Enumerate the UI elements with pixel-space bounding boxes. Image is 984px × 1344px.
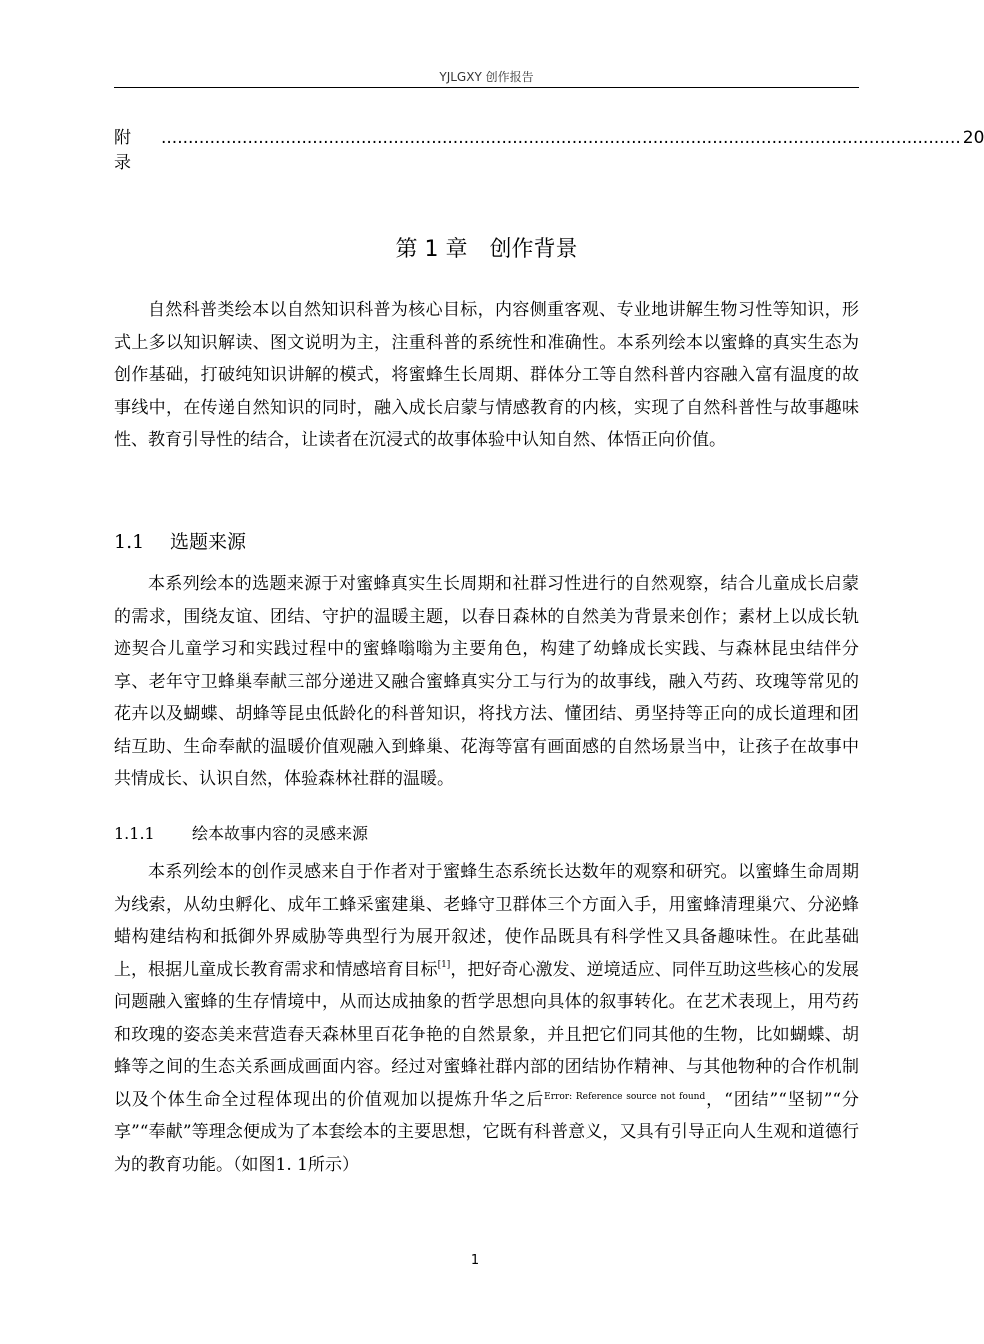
chapter-number: 第 1 章 (395, 237, 468, 262)
chapter-title: 创作背景 (489, 237, 578, 262)
body-text-part1: 本系列绘本的创作灵感来自于作者对于蜜蜂生态系统长达数年的观察和研究。以蜜蜂生命周期为线索，从幼虫孵化、成年工蜂采蜜建巢、老蜂守卫群体三个方面入手，用蜜蜂清理巢穴、分泌蜂蜡构建结构和抵御外界威胁等典型行为展开叙述，使作品既具有科学性又具备趣味性。在此基础上，根据儿童成长教育需求和情感培育目标 (114, 862, 859, 980)
header-rule (114, 87, 859, 88)
subsection-title: 绘本故事内容的灵感来源 (192, 824, 369, 843)
citation-ref-1[interactable]: [1] (437, 959, 451, 970)
toc-label-char1: 附 (114, 128, 131, 148)
section-title: 选题来源 (170, 531, 247, 553)
section-heading-1-1 (114, 527, 246, 554)
chapter-heading (114, 232, 859, 263)
section-1-1-paragraph: 本系列绘本的选题来源于对蜜蜂真实生长周期和社群习性进行的自然观察，结合儿童成长启蒙的需求，围绕友谊、团结、守护的温暖主题，以春日森林的自然美为背景来创作；素材上以成长轨迹契合儿童学习和实践过程中的蜜蜂嗡嗡为主要角色，构建了幼蜂成长实践、与森林昆虫结伴分享、老年守卫蜂巢奉献三部分递进又融合蜜蜂真实分工与行为的故事线，融入芍药、玫瑰等常见的花卉以及蝴蝶、胡蜂等昆虫低龄化的科普知识，将找方法、懂团结、勇坚持等正向的成长道理和团结互助、生命奉献的温暖价值观融入到蜂巢、花海等富有画面感的自然场景当中，让孩子在故事中共情成长、认识自然，体验森林社群的温暖。 (114, 574, 859, 789)
section-number: 1.1 (114, 531, 145, 553)
reference-error-field: Error: Reference source not found (544, 1091, 706, 1102)
toc-entry-appendix[interactable] (114, 123, 984, 173)
toc-leader-dots: .................................................................................................................................................... (161, 128, 961, 148)
subsection-heading-1-1-1 (114, 821, 368, 844)
running-header: YJLGXY 创作报告 (439, 70, 534, 84)
toc-page-number: 20 (962, 128, 984, 148)
page-number: 1 (470, 1253, 480, 1268)
intro-paragraph: 自然科普类绘本以自然知识科普为核心目标，内容侧重客观、专业地讲解生物习性等知识，形式上多以知识解读、图文说明为主，注重科普的系统性和准确性。本系列绘本以蜜蜂的真实生态为创作基础，打破纯知识讲解的模式，将蜜蜂生长周期、群体分工等自然科普内容融入富有温度的故事线中，在传递自然知识的同时，融入成长启蒙与情感教育的内核，实现了自然科普性与故事趣味性、教育引导性的结合，让读者在沉浸式的故事体验中认知自然、体悟正向价值。 (114, 300, 859, 450)
section-1-1-1-paragraph (114, 856, 859, 1181)
subsection-number: 1.1.1 (114, 824, 155, 843)
toc-label-char2: 录 (114, 153, 131, 173)
body-text-part3: ，“团结”“坚韧”“分享”“奉献”等理念便成为了本套绘本的主要思想，它既有科普意义，又具有引导正向人生观和道德行为的教育功能。（如图1. 1所示） (114, 1089, 860, 1175)
toc-label (114, 123, 161, 173)
body-text-part2: ，把好奇心激发、逆境适应、同伴互助这些核心的发展问题融入蜜蜂的生存情境中，从而达成抽象的哲学思想向具体的叙事转化。在艺术表现上，用芍药和玫瑰的姿态美来营造春天森林里百花争艳的自然景象，并且把它们同其他的生物，比如蝴蝶、胡蜂等之间的生态关系画成画面内容。经过对蜜蜂社群内部的团结协作精神、与其他物种的合作机制以及个体生命全过程体现出的价值观加以提炼升华之后 (114, 959, 860, 1110)
